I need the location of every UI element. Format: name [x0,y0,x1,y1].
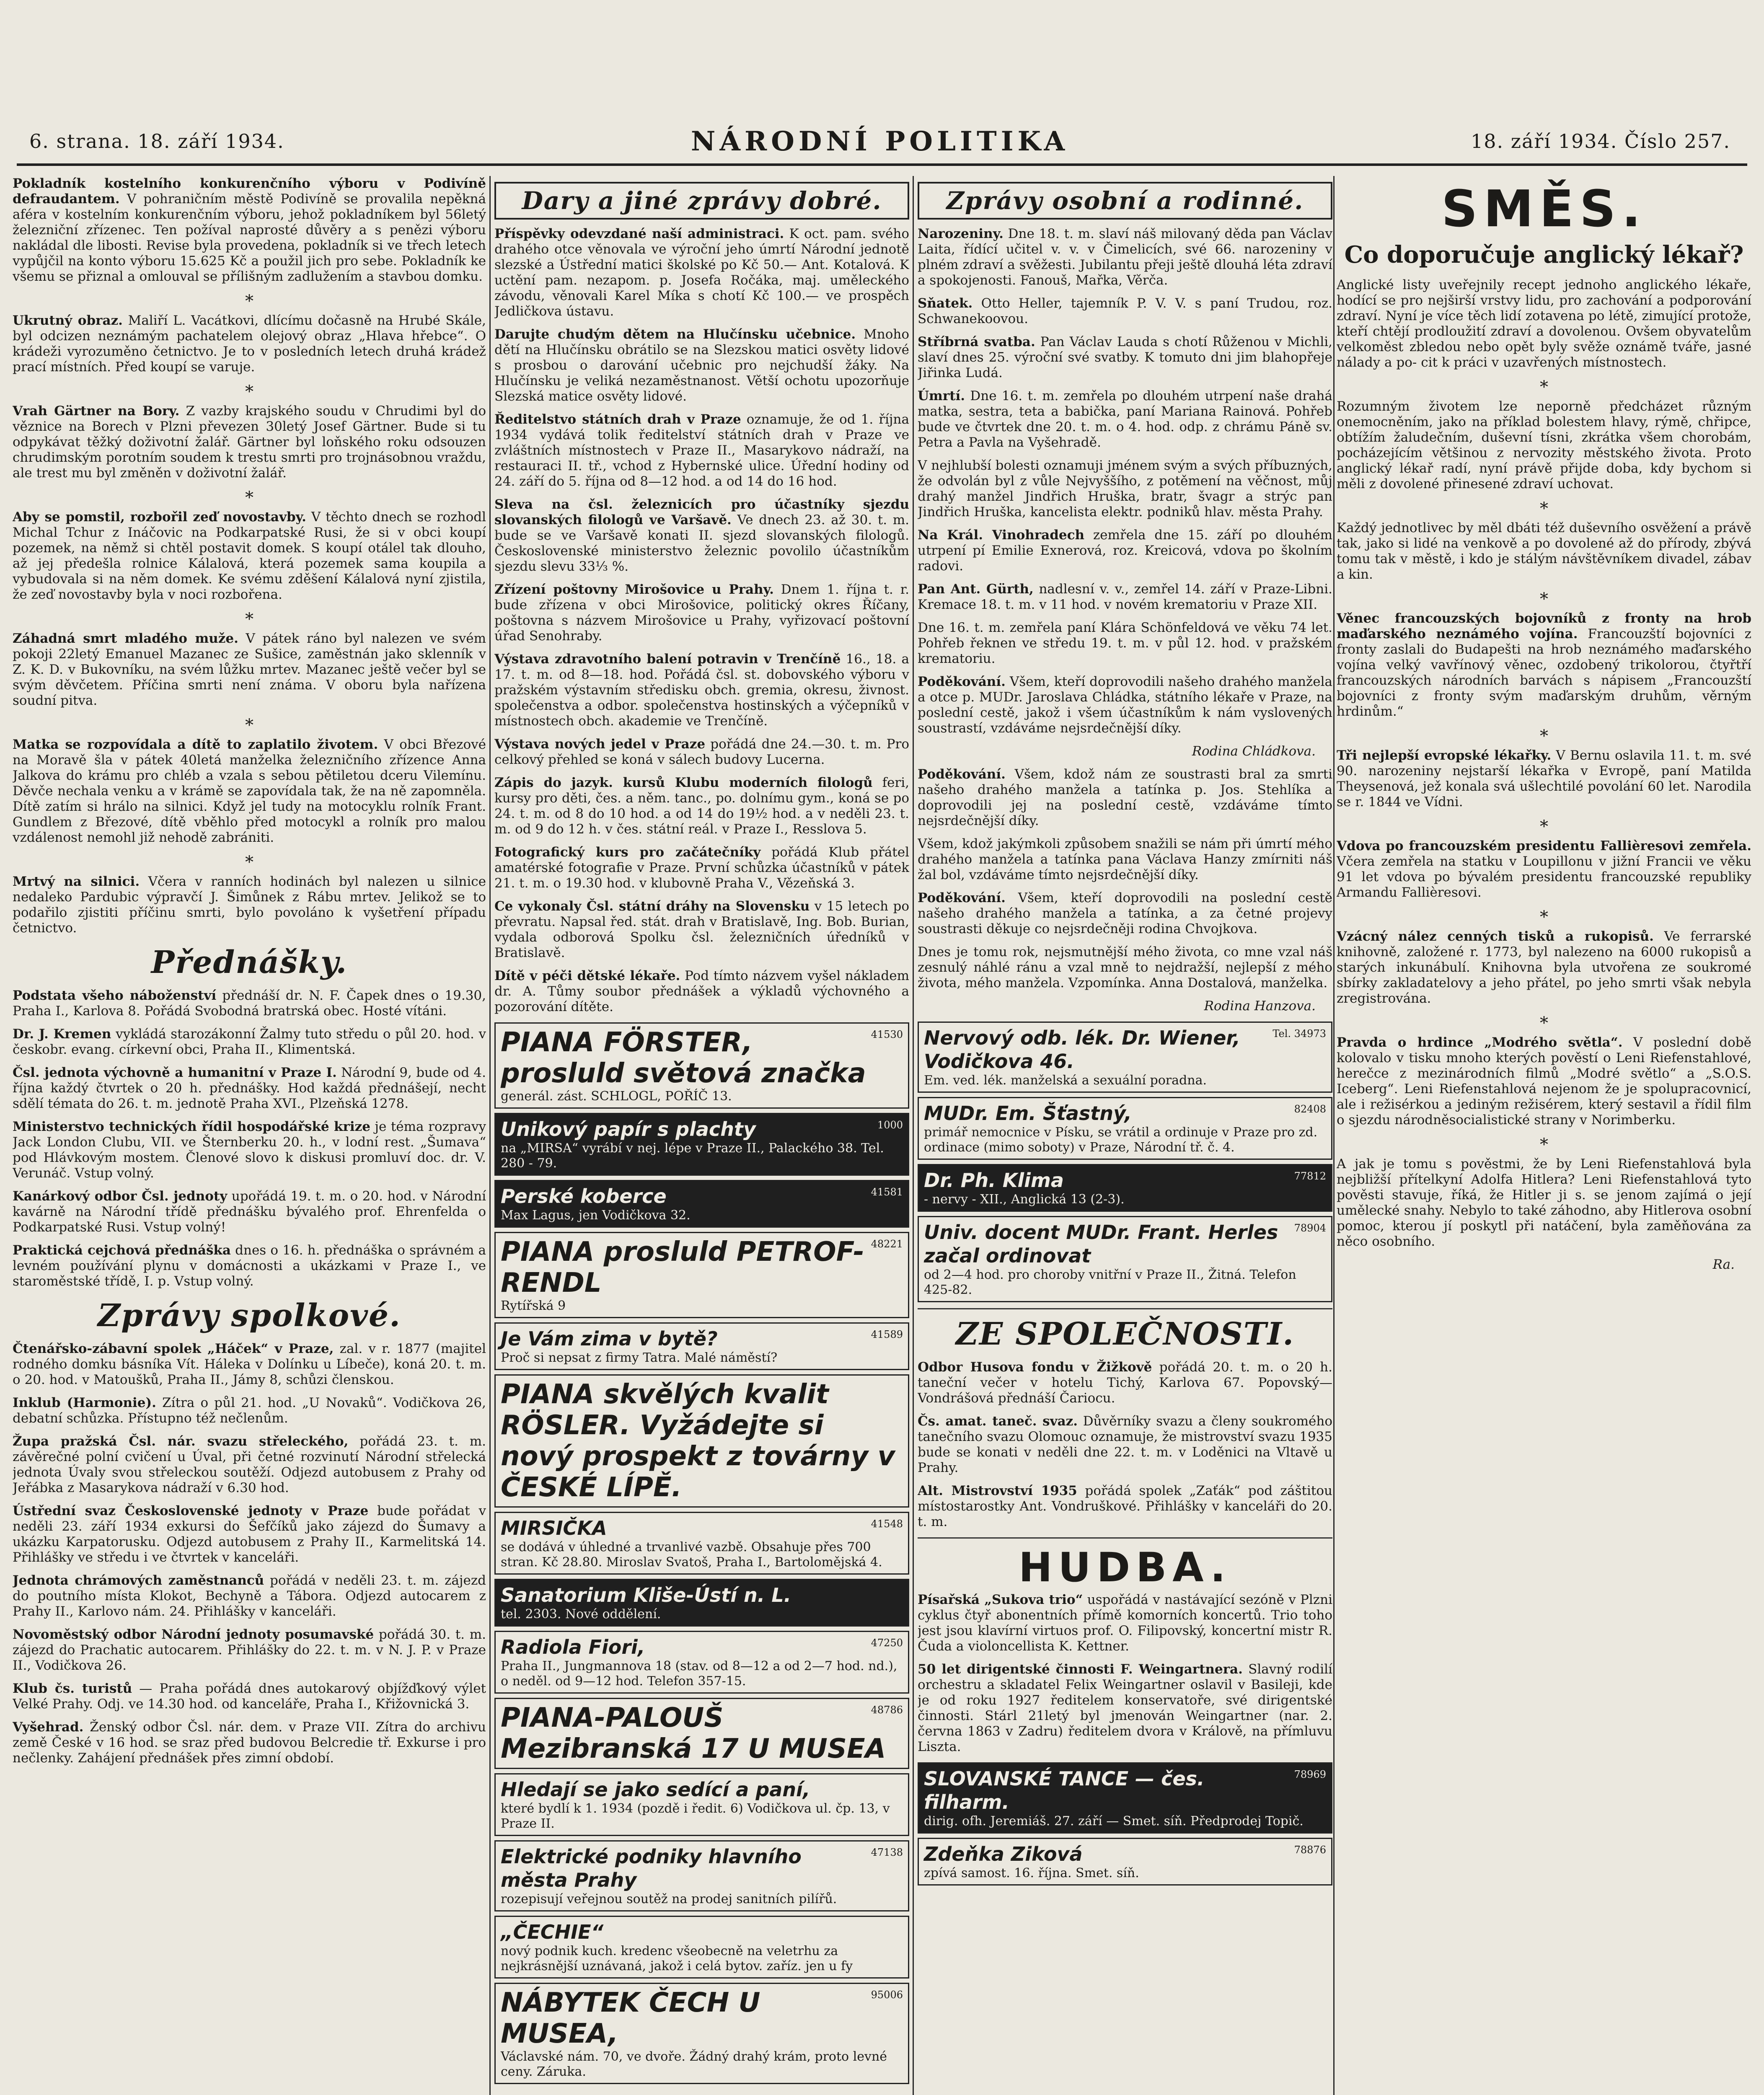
article-lead: Tři nejlepší evropské lékařky. [1337,748,1552,763]
advertisement [494,1113,909,1176]
advertisement [494,1916,909,1979]
article [918,944,1332,991]
article [918,1483,1332,1530]
article-body: Všem, kteří doprovodili našeho drahého manžela a otce p. MUDr. Jaroslava Chládka, státního lékaře v Praze, na poslední cestě, jakož i všem účastníkům k nám vyslovených soustrastí, vzdáváme nejsrdečnější díky. [918,674,1332,736]
article-lead: Mrtvý na silnici. [13,874,140,889]
ad-code: 77812 [1294,1170,1326,1182]
article-lead: Vyšehrad. [13,1720,84,1735]
ad-text: tel. 2303. Nové oddělení. [501,1607,661,1622]
article-body: V poslední době kolovalo v tisku mnoho kterých pověstí o Leni Riefenstahlové, herečce z mezinárodních filmů „Modré světlo“ a „S.O.S. Iceberg“. Leni Riefenstahlová nejenom že je spolupracovnicí, ale i režisérkou a jediným režisérem, který sestavil a řídil film o sjezdu národněsocialistické strany v Norimberku. [1337,1035,1751,1128]
article [13,1573,486,1619]
article [918,620,1332,667]
article-body: feri, kursy pro děti, čes. a něm. tanc., po. dolnímu gym., koná se po 24. t. m. od 8 do 10 hod. a od 14 do 19½ hod. a v neděli 23. t. m. od 9 do 12 h. v čes. státní reál. v Praze I., Resslova 5. [494,775,909,837]
article-body: nadlesní v. v., zemřel 14. září v Praze-Libni. Kremace 18. t. m. v 11 hod. v novém krematoriu v Praze XII. [918,582,1332,612]
ad-name: PIANA skvělých kvalit RÖSLER. Vyžádejte si nový prospekt z továrny v ČESKÉ LÍPĚ. [501,1379,895,1503]
article-body: zal. v r. 1877 (majitel rodného domku básníka Vít. Háleka v Dolínku u Líbeče), koná 20. t. m. o 20. hod. v Matoušků, Praha II., Jámy 8, schůzi členskou. [13,1341,486,1387]
section-heading-prednasky: Přednášky. [151,944,348,980]
ad-name: SLOVANSKÉ TANCE — čes. filharm. [924,1767,1205,1813]
separator-star: * [245,853,253,872]
article [918,1414,1332,1476]
article-body: pořádá 30. t. m. zájezd do Prachatic autocarem. Přihlášky do 22. t. m. v N. J. P. v Praze II., Vodičkova 26. [13,1627,486,1673]
article-body: V Bernu oslavila 11. t. m. své 90. narozeniny nejstarší lékařka v Evropě, paní Matilda Theysenová, jež konala svá ušlechtilé povolání 60 let. Narodila se r. 1844 ve Vídni. [1337,748,1751,810]
article-body: pořádá dne 24.—30. t. m. Pro celkový přehled se koná v sálech budovy Lucerna. [494,737,909,767]
separator-star: * [1540,817,1548,836]
article-lead: Čs. amat. taneč. svaz. [918,1414,1078,1429]
article-body: — Praha pořádá dnes autokarový objížďkový výlet Velké Prahy. Odj. ve 14.30 hod. od kanceláře, Praha I., Křižovnická 3. [13,1681,486,1712]
article-body: V obci Březové na Moravě šla v pátek 40letá manželka železničního zřízence Anna Jalkova do krámu pro chléb a vzala s sebou pětiletou dceru Vilemínu. Děvče nechala venku a v krámě se zapovídala tak, že na ně zapomněla. Dítě zatím si hrálo na silnici. Když jel tudy na motocyklu rolník Frant. Gundlem z Březové, dítě vběhlo před motocykl a rolník pro malou vzdálenost nemohl již nehodě zabrániti. [13,737,486,845]
article-body: Ve ferrarské knihovně, založené r. 1773, byl nalezeno na 6000 rukopisů a starých inkunábulí. Knihovna byla utvořena ze soukromé sbírky zakladatelovy a jeho přátel, po jeho smrti však nebyla zregistrována. [1337,929,1751,1006]
article [13,988,486,1019]
ad-text: Václavské nám. 70, ve dvoře. Žádný drahý krám, proto levné ceny. Záruka. [501,2049,887,2079]
article-body: přednáší dr. N. F. Čapek dnes o 19.30, Praha I., Karlova 8. Pořádá Svobodná bratrská obec. Hosté vítáni. [13,988,486,1019]
article-lead: Výstava zdravotního balení potravin v Trenčíně [494,652,841,667]
separator-star: * [1540,1135,1548,1154]
article [918,334,1332,381]
ad-name: Zdeňka Ziková [924,1843,1083,1865]
signature: Ra. [1712,1257,1735,1272]
ad-name: Nervový odb. lék. Dr. Wiener, Vodičkova 46. [924,1027,1240,1073]
article-body: Dnem 1. října t. r. bude zřízena v obci Mirošovice, politický okres Říčany, poštovna s názvem Mirošovice u Prahy, vyřizovací poštovní úřad Senohraby. [494,582,909,644]
ad-text: - nervy - XII., Anglická 13 (2-3). [924,1192,1125,1207]
article-lead: Vrah Gärtner na Bory. [13,403,180,419]
advertisement [494,1983,909,2084]
article-lead: Příspěvky odevzdané naší administraci. [494,226,784,241]
article-lead: Zřízení poštovny Mirošovice u Prahy. [494,582,774,597]
article [13,313,486,375]
ad-code: 41589 [871,1329,903,1340]
article-body: V těchto dnech se rozhodl Michal Tchur z Ináčovic na Podkarpatské Rusi, že si v obci koupí pozemek, na němž si chtěl postavit domek. S koupí otálel tak dlouho, až jej předešla rolnice Kálalová, která pozemek sama koupila a vybudovala si na něm domek. Ke svému zděšení Kálalová nyní zjistila, že zeď novostavby byla v noci rozbořena. [13,510,486,602]
advertisement [494,1512,909,1575]
ad-code: 47138 [871,1847,903,1858]
article [918,296,1332,327]
ad-text: generál. zást. SCHLOGL, POŘÍČ 13. [501,1089,732,1104]
ad-text: Em. ved. lék. manželská a sexuální poradna. [924,1073,1207,1088]
separator-star: * [1540,378,1548,397]
article [918,226,1332,288]
article [494,497,909,574]
separator-star: * [1540,590,1548,609]
column-2 [494,176,909,2095]
ad-text: na „MIRSA“ vyrábí v nej. lépe v Praze II., Palackého 38. Tel. 280 - 79. [501,1141,884,1171]
article-body: bude pořádat v neděli 23. září 1934 exkursi do Šefčíků jako zájezd do Šumavy a ukázku Karpatorusku. Odjezd autobusem z Prahy II., Karmelitská 14. Přihlášky ve středu i ve čtvrtek v kanceláři. [13,1503,486,1565]
ad-name: Unikový papír s plachty [501,1118,756,1141]
article-lead: Fotografický kurs pro začátečníky [494,845,761,860]
ad-code: 82408 [1294,1103,1326,1115]
article [494,899,909,961]
article [13,1065,486,1112]
article-lead: Vdova po francouzském presidentu Fallièresovi zemřela. [1337,838,1751,854]
article [13,176,486,285]
separator-star: * [245,610,253,629]
ad-text: Praha II., Jungmannova 18 (stav. od 8—12 a od 2—7 hod. nd.), o neděl. od 9—12 hod. Telefon 357-15. [501,1659,898,1689]
column-rule [1333,176,1335,2095]
article-body: Rozumným životem lze neporně předcházet různým onemocněním, jako na příklad bolestem hlavy, rýmě, chřipce, obtížím žaludečním, duševní tísni, zkrátka všem chorobám, pocházejícím většinou z nervozity městského života. Proto anglický lékař radí, nyní právě přijde doba, kdy bychom si měli z dovolené přinesené zdraví uchovat. [1337,399,1751,491]
article-lead: Sleva na čsl. železnicích pro účastníky sjezdu slovanských filologů ve Varšavě. [494,497,909,528]
article-lead: Sňatek. [918,296,973,311]
ad-code: 78904 [1294,1222,1326,1234]
article-lead: Písařská „Sukova trio“ [918,1592,1083,1607]
article-body: upořádá 19. t. m. o 20. hod. v Národní kavárně na Národní třídě přednášku bývalého prof. Ehrenfelda o Podkarpatské Rusi. Vstup volný! [13,1189,486,1235]
article-lead: Narozeniny. [918,226,1004,241]
article-body: Slavný rodilí orchestru a skladatel Felix Weingartner oslavil v Basileji, kde je od roku 1927 ředitelem konservatoře, své dirigentské činnosti. Stárl 21letý byl jmenován Weingartner (nar. 2. června 1863 v Zadru) ředitelem dvora v Králově, na přímluvu Liszta. [918,1662,1332,1754]
ad-code: 78876 [1294,1844,1326,1856]
article-lead: Dítě v péči dětské lékaře. [494,968,680,983]
article-body: Všem, kdož jakýmkoli způsobem snažili se nám při úmrtí mého drahého manžela a tatínka pana Václava Hanzy zmírniti náš žal bol, vzdáváme tímto nejsrdečnější díky. [918,836,1332,882]
article [13,403,486,481]
section-heading-dary: Dary a jiné zprávy dobré. [494,182,909,220]
article [918,528,1332,574]
ad-name: Sanatorium Kliše-Ústí n. L. [501,1584,791,1606]
masthead [17,126,1747,166]
column-3 [918,176,1332,2095]
article [13,1341,486,1388]
advertisement [494,1631,909,1694]
article-lead: Dr. J. Kremen [13,1027,111,1042]
article-body: je téma rozpravy Jack London Clubu, VII. ve Šternberku 20. h., v lodní rest. „Šumava“ pod Hlávkovým mostem. Členové slovo k diskusi promluví doc. dr. V. Verunáč. Vstup volný. [13,1119,486,1181]
ad-name: Je Vám zima v bytě? [501,1327,718,1350]
section-heading-osobni: Zprávy osobní a rodinné. [918,182,1332,220]
ad-name: Perské koberce [501,1185,667,1208]
article [13,1503,486,1565]
advertisement [494,1840,909,1911]
article-body: Ve dnech 23. až 30. t. m. bude se ve Varšavě konati II. sjezd slovanských filologů. Československé ministerstvo železnic povolilo účastníkům sjezdu slevu 33⅓ %. [494,512,909,574]
separator-star: * [245,292,253,311]
article [1337,399,1751,492]
article-body: Národní 9, bude od 4. října každý čtvrtek o 20 h. přednášky. Hod každá přednášejí, necht sdělí témata do 26. t. m. jednotě Praha XVI., Plzeňská 1278. [13,1065,486,1111]
ad-code: 1000 [877,1119,903,1131]
advertisement [494,1579,909,1627]
article-lead: Župa pražská Čsl. nár. svazu střeleckého, [13,1434,349,1449]
article-body: V nejhlubší bolesti oznamuji jménem svým a svých příbuzných, že odvolán byl z vůle Nejvyššího, z potěmení na věčnost, můj drahý manžel Jindřich Hruška, bratr, švagr a strýc pan Jindřich Hruška, kancelista elektr. podniků hlav. města Prahy. [918,458,1332,520]
article-body: Všem, kdož nám ze soustrasti bral za smrti našeho drahého manžela a tatínka p. Jos. Stehlíka a doprovodili jej na poslední cestě, vzdáváme tímto nejsrdečnější díky. [918,767,1332,828]
article-lead: Věnec francouzských bojovníků z fronty na hrob maďarského neznámého vojína. [1337,611,1751,641]
article-body: Mnoho dětí na Hlučínsku obrátilo se na Slezskou matici osvěty lidové s prosbou o darování učebnic pro nejchudší žáky. Na Hlučínsku je veliká nezaměstnanost. Větší ochotu upozorňuje Slezská matice osvěty lidové. [494,327,909,404]
ad-text: zpívá samost. 16. října. Smet. síň. [924,1866,1139,1880]
separator-star: * [1540,908,1548,927]
advertisement [918,1164,1332,1212]
article-body: 16., 18. a 17. t. m. od 8—18. hod. Pořádá čsl. st. dobovského výboru v pražském výstavním středisku obch. gremia, okresu, živnost. společenstva a odbor. společenstva hostinských a výčepníků v místnostech obch. akademie ve Trenčíně. [494,652,909,729]
article-body: pořádá v neděli 23. t. m. zájezd do poutního místa Klokot, Bechyně a Tábora. Odjezd autocarem z Prahy II., Karlovo nám. 24. Přihlášky v kanceláři. [13,1573,486,1619]
ad-name: „ČECHIE“ [501,1921,604,1943]
advertisement [494,1698,909,1769]
ad-text: primář nemocnice v Písku, se vrátil a ordinuje v Praze pro zd. ordinace (mimo soboty) v Praze, Národní tř. č. 4. [924,1125,1318,1155]
article-body: uspořádá v nastávající sezóně v Plzni cyklus čtyř abonentních přímě komorních koncertů. Trio toho jest jsou klavírní virtuos prof. O. Filipovský, koncertní mistr R. Čuda a violoncellista K. Kettner. [918,1592,1332,1654]
article-lead: Poděkování. [918,767,1006,782]
advertisement [918,1216,1332,1302]
ad-name: Elektrické podniky hlavního města Prahy [501,1845,802,1891]
newspaper-title: NÁRODNÍ POLITIKA [691,126,1069,157]
ad-name: NÁBYTEK ČECH U MUSEA, [501,1987,760,2049]
article [918,582,1332,613]
section-heading-spolecnost: ZE SPOLEČNOSTI. [955,1316,1295,1352]
article [494,582,909,644]
divider [918,1537,1332,1539]
article-body: dnes o 16. h. přednáška o správném a levném používání plynu v domácnosti a ukázkami v Praze I., ve staroměstské třídě, I. p. Vstup volný. [13,1243,486,1289]
article-lead: Alt. Mistrovství 1935 [918,1483,1077,1498]
separator-star: * [1540,499,1548,518]
separator-star: * [1540,1014,1548,1033]
ad-name: PIANA FÖRSTER, prosluld světová značka [501,1027,866,1089]
ad-code: 41530 [871,1029,903,1040]
ad-code: 41581 [871,1186,903,1198]
article-body: Dnes je tomu rok, nejsmutnější mého života, co mne vzal náš zesnulý náhlé ránu a vzal mně to nejdražší, nejlepší z mého života, mého manžela. Vzpomínka. Anna Dostalová, manželka. [918,944,1332,991]
article [918,890,1332,937]
article-body: pořádá 23. t. m. závěrečné polní cvičení u Úval, při četné rozvinutí Národní střelecká jednota Úvaly svou střeleckou soutěží. Odjezd autobusem z Prahy od Jeřábka z Masarykova nádraží v 6.30 hod. [13,1434,486,1495]
article-lead: Inklub (Harmonie). [13,1395,156,1410]
article [13,874,486,936]
article-body: Maliří L. Vacátkovi, dlícímu dočasně na Hrubé Skále, byl odcizen neznámým pachatelem olejový obraz „Hlava hřebce“. O krádeži vyrozuměno četnictvo. Je to v posledních letech druhá krádež prací místních. Před koupí se varuje. [13,313,486,375]
advertisement [494,1180,909,1228]
article-lead: Ce vykonaly Čsl. státní dráhy na Slovensku [494,899,810,914]
article-lead: Vzácný nález cenných tisků a rukopisů. [1337,929,1654,944]
article-lead: Aby se pomstil, rozbořil zeď novostavby. [13,510,306,525]
article [494,226,909,319]
ad-code: 41548 [871,1518,903,1530]
article-lead: Úmrtí. [918,388,965,403]
article [918,1360,1332,1406]
article-lead: Praktická cejchová přednáška [13,1243,231,1258]
article-body: Francouzští bojovníci z fronty zaslali do Budapešti na hrob neznámého maďarského vojína velký vavřínový věnec, ozdobený trikolorou, čtyřtří francouzských národních barvách s nápisem „Francouzští bojovníci z fronty svým maďarským druhům, věrným hrdinům.“ [1337,626,1751,719]
article-lead: Matka se rozpovídala a dítě to zaplatilo životem. [13,737,378,752]
article-body: Každý jednotlivec by měl dbáti též duševního osvěžení a právě tak, jako si lidé na venkově a po dovolené až do přírody, zbývá tomu tak v městě, i kdo je stálým návštěvníkem divadel, zábav a kin. [1337,520,1751,582]
ad-code: Tel. 34973 [1273,1028,1326,1040]
article-lead: Jednota chrámových zaměstnanců [13,1573,264,1588]
article-body: pořádá spolek „Zaťák“ pod záštitou místostarostky Ant. Vondruškové. Přihlášky v kanceláři do 20. t. m. [918,1483,1332,1529]
section-heading-hudba: HUDBA. [1019,1544,1231,1591]
advertisement [918,1762,1332,1834]
article-body: Anglické listy uveřejnily recept jednoho anglického lékaře, hodící se pro nejširší vrstvy lidu, pro zachování a podporování zdraví. Nyní je více těch lidí zotavena po létě, zimující protože, kteří chtějí prodloužití zdraví a dovolenou. Ovšem obyvatelům velkoměst zbledou nebo opět byly svěže oznámě tváře, jasné nálady a po- cit k práci v uzavřených místnostech. [1337,277,1751,370]
separator-star: * [245,716,253,735]
article [1337,1156,1751,1249]
article-lead: Výstava nových jedel v Praze [494,737,706,752]
ad-name: Hledají se jako sedící a paní, [501,1778,810,1801]
article [494,412,909,489]
article-body: A jak je tomu s pověstmi, že by Leni Riefenstahlová byla nejbližší přítelkyní Adolfa Hitlera? Leni Riefenstahlová tyto pověsti stavuje, říká, že Hitler ji s. se jenom zajímá o její umělecké snahy. Nebylo to také záhodno, aby Hitlerova osobní pomoc, kterou jí poskytl při natáčení, byla zaměňována za něco osobního. [1337,1156,1751,1249]
ad-code: 48221 [871,1238,903,1250]
article-lead: Darujte chudým dětem na Hlučínsku učebnice. [494,327,856,342]
article [918,1662,1332,1755]
article [1337,520,1751,582]
article-lead: Kanárkový odbor Čsl. jednoty [13,1189,228,1204]
article-body: Ženský odbor Čsl. nár. dem. v Praze VII. Zítra do archivu země České v 16 hod. se sraz před budovou Belcredie tř. Exkurse i pro nečlenky. Zahájení přednášek přes zimní období. [13,1720,486,1766]
article-body: Pan Václav Lauda s chotí Růženou v Michli, slaví dnes 25. výroční své svatby. K tomuto dni jim blahopřeje Jiřinka Ludá. [918,334,1332,380]
article [1337,929,1751,1006]
article-lead: Pan Ant. Gürth, [918,582,1034,597]
advertisement [494,1374,909,1508]
article [918,767,1332,829]
article-lead: Poděkování. [918,890,1006,905]
article [1337,1035,1751,1128]
article-lead: Pravda o hrdince „Modrého světla“. [1337,1035,1623,1050]
article [494,845,909,891]
article-body: Z vazby krajského soudu v Chrudimi byl do věznice na Borech v Plzni převezen 30letý Josef Gärtner. Bude si tu odpykávat těžký doživotní žalář. Gärtner byl loňského roku odsouzen chrudimským porotním soudem k trestu smrti pro trojnásobnou vraždu, ale trest mu byl změněn v doživotní žalář. [13,403,486,481]
article-body: oznamuje, že od 1. října 1934 vydává tolik ředitelství státních drah v Praze ve zvláštních místnostech v Praze II., Masarykovo nádraží, na restauraci II. tř., vchod z Hybernské ulice. Úřední hodiny od 24. září do 5. října od 8—12 hod. a od 14 do 16 hod. [494,412,909,489]
article-body: Otto Heller, tajemník P. V. V. s paní Trudou, roz. Schwanekoovou. [918,296,1332,326]
article-body: Všem, kteří doprovodili na poslední cestě našeho drahého manžela a tatínka, a za četné projevy soustrasti děkuje co nejsrdečněji rodina Chvojkova. [918,890,1332,936]
article-lead: Stříbrná svatba. [918,334,1035,349]
article-body: Včera zemřela na statku v Loupillonu v jižní Francii ve věku 91 let vdova po bývalém presidentu francouzské republiky Armandu Fallièresovi. [1337,854,1751,900]
advertisement [494,1773,909,1836]
ad-text: Rytířská 9 [501,1298,566,1313]
ad-code: 48786 [871,1704,903,1716]
article [494,968,909,1015]
article-lead: Odbor Husova fondu v Žižkově [918,1360,1152,1375]
article-lead: Novoměstský odbor Národní jednoty posumavské [13,1627,374,1642]
ad-name: Radiola Fiori, [501,1636,645,1658]
article [1337,748,1751,810]
section-heading-zpravy-spolkove: Zprávy spolkové. [98,1298,401,1334]
article-lead: Čsl. jednota výchovně a humanitní v Praze I. [13,1065,337,1080]
article-body: pořádá 20. t. m. o 20 h. taneční večer v hotelu Tichý, Karlova 67. Popovský—Vondrášová přednáší Čariocu. [918,1360,1332,1406]
signature: Rodina Chládkova. [1192,744,1316,759]
column-rule [913,176,914,2095]
article-lead: Záhadná smrt mladého muže. [13,631,238,646]
column-rule [489,176,491,2095]
article [918,1592,1332,1654]
article-title: Co doporučuje anglický lékař? [1344,241,1744,269]
article-body: Pod tímto názvem vyšel nákladem dr. A. Tůmy soubor přednášek a výkladů výchovného a pozorování dítěte. [494,968,909,1014]
article [918,674,1332,736]
article-body: Zítra o půl 21. hod. „U Novaků“. Vodičkova 26, debatní schůzka. Přístupno též nečlenům. [13,1395,486,1426]
ad-text: rozepisují veřejnou soutěž na prodej sanitních pilířů. [501,1892,837,1906]
article-body: Důvěrníky svazu a členy soukromého tanečního svazu Olomouc oznamuje, že mistrovství svazu 1935 bude se konati v neděli dne 22. t. m. v Loděnici na Vltavě u Prahy. [918,1414,1332,1475]
article-body: vykládá starozákonní Žalmy tuto středu o půl 20. hod. v českobr. evang. církevní obci, Praha II., Klimentská. [13,1027,486,1057]
article-body: V pátek ráno byl nalezen ve svém pokoji 22letý Emanuel Mazanec ze Sušice, zaměstnán jako sklenník v Z. K. D. v Bukovníku, na svém lůžku mrtev. Mazanec ještě večer byl se svým děvčetem. Příčina smrti není známa. V oboru byla nařízena soudní pitva. [13,631,486,708]
article-body: V pohraničním městě Podivíně se provalila nepěkná aféra v kostelním konkurenčním výboru, jehož pokladníkem byl 56letý železniční zřízenec. Ten požíval naprosté důvěry a s penězi výboru nakládal dle libosti. Revise byla provedena, pokladník si ve třech letech vypůjčil na konto výboru 15.625 Kč a použil jich pro sebe. Pokladník ke všemu se přiznal a omlouval se přílišným zadlužením a stavbou domku. [13,191,486,284]
ad-code: 47250 [871,1637,903,1649]
article-lead: Ústřední svaz Československé jednoty v Praze [13,1503,369,1518]
ad-text: které bydlí k 1. 1934 (pozdě i ředit. 6) Vodičkova ul. čp. 13, v Praze II. [501,1801,890,1831]
ad-text: se dodává v úhledné a trvanlivé vazbě. Obsahuje přes 700 stran. Kč 28.80. Miroslav Svatoš, Praha I., Bartolomějská 4. [501,1540,882,1570]
article-lead: Klub čs. turistů [13,1681,132,1696]
article-lead: Na Král. Vinohradech [918,528,1085,543]
article [494,652,909,729]
article [13,1027,486,1058]
article [918,836,1332,883]
ad-code: 95006 [871,1989,903,2001]
ad-code: 78969 [1294,1769,1326,1780]
ad-name: MUDr. Em. Šťastný, [924,1102,1132,1125]
ad-text: Max Lagus, jen Vodičkova 32. [501,1208,691,1223]
advertisement [918,1022,1332,1093]
article [494,327,909,404]
article [918,388,1332,450]
section-heading-smes: SMĚS. [1441,180,1647,238]
article-lead: Zápis do jazyk. kursů Klubu moderních filologů [494,775,873,790]
article [13,1119,486,1181]
article [918,458,1332,520]
article-lead: 50 let dirigentské činnosti F. Weingartnera. [918,1662,1243,1677]
divider [918,1308,1332,1309]
article [13,1627,486,1673]
article [13,631,486,709]
advertisement [918,1097,1332,1160]
page-info-right: 18. září 1934. Číslo 257. [1470,130,1730,153]
article [13,1395,486,1426]
article [13,737,486,846]
ad-text: od 2—4 hod. pro choroby vnitřní v Praze II., Žitná. Telefon 425-82. [924,1267,1296,1297]
article-lead: Podstata všeho náboženství [13,988,217,1003]
signature: Rodina Hanzova. [1204,998,1316,1014]
article [13,1189,486,1235]
article-body: K oct. pam. svého drahého otce věnovala ve výroční jeho úmrtí Národní jednotě slezské a Ústřední matici školské po Kč 50.— Ant. Kotalová. K uctění pam. nezapom. p. Josefa Ročáka, maj. uměleckého závodu, věnovali Karel Míka s chotí Kč 100.— ve prospěch Jedličkova ústavu. [494,226,909,319]
article-body: Dne 16. t. m. zemřela po dlouhém utrpení naše drahá matka, sestra, teta a babička, paní Mariana Rainová. Pohřeb bude ve čtvrtek dne 20. t. m. o 4. hod. odp. z chrámu Páně sv. Petra a Pavla na Vyšehradě. [918,388,1332,450]
article [1337,611,1751,719]
ad-name: Univ. docent MUDr. Frant. Herles začal ordinovat [924,1221,1278,1267]
column-1 [13,176,486,2095]
page-info-left: 6. strana. 18. září 1934. [29,130,285,153]
ad-name: Dr. Ph. Klima [924,1169,1064,1192]
article-body: Včera v ranních hodinách byl nalezen u silnice nedaleko Pardubic výpravčí J. Šimůnek z Rábu mrtev. Jelikož se to podařilo zjistiti příčinu smrti, bylo povoláno k vyšetření případu četnictvo. [13,874,486,936]
article-body: pořádá Klub přátel amatérské fotografie v Praze. První schůzka účastníků v pátek 21. t. m. o 19.30 hod. v klubovně Praha V., Vězeňská 3. [494,845,909,891]
article-lead: Pokladník kostelního konkurenčního výboru v Podivíně defraudantem. [13,176,486,207]
ad-text: dirig. ofh. Jeremiáš. 27. září — Smet. síň. Předprodej Topič. [924,1814,1304,1829]
article [13,1434,486,1496]
ad-text: Proč si nepsat z firmy Tatra. Malé náměstí? [501,1350,778,1365]
article [494,737,909,768]
article [13,510,486,603]
article [13,1243,486,1289]
article-lead: Ukrutný obraz. [13,313,123,328]
separator-star: * [1540,727,1548,746]
ad-name: MIRSIČKA [501,1517,607,1539]
advertisement [494,1022,909,1109]
article-lead: Poděkování. [918,674,1006,689]
ad-text: nový podnik kuch. kredenc všeobecně na veletrhu za nejkrásnější uznávaná, jakož i celá bytov. zaříz. jen u fy [501,1944,853,1973]
article-lead: Ministerstvo technických řídil hospodářské krize [13,1119,370,1134]
article-lead: Čtenářsko-zábavní spolek „Háček“ v Praze, [13,1341,334,1356]
article [1337,838,1751,900]
article-body: Dne 18. t. m. slaví náš milovaný děda pan Václav Laita, řídící učitel v. v. v Čimelicích, své 66. narozeniny v plném zdraví a svěžesti. Jubilantu přeji ještě dlouhá léta zdraví a spokojenosti. Fanouš, Mařka, Věrča. [918,226,1332,288]
advertisement [918,1838,1332,1886]
article-body: Dne 16. t. m. zemřela paní Klára Schönfeldová ve věku 74 let. Pohřeb řeknen ve středu 19. t. m. v půl 12. hod. v pražském krematoriu. [918,620,1332,666]
ad-name: PIANA prosluld PETROF-RENDL [501,1236,864,1298]
article [1337,277,1751,370]
separator-star: * [245,488,253,507]
article-body: zemřela dne 15. září po dlouhém utrpení pí Emilie Exnerová, roz. Kreicová, vdova po školním radovi. [918,528,1332,574]
advertisement [494,1322,909,1370]
article [13,1720,486,1766]
article [13,1681,486,1712]
article-lead: Ředitelstvo státních drah v Praze [494,412,741,427]
advertisement [494,1232,909,1318]
separator-star: * [245,382,253,401]
article [494,775,909,837]
article-body: v 15 letech po převratu. Napsal řed. stát. drah v Bratislavě, Ing. Bob. Burian, vydala odborová Spolku čsl. železničních úředníků v Bratislavě. [494,899,909,960]
ad-name: PIANA-PALOUŠ Mezibranská 17 U MUSEA [501,1702,886,1764]
column-4 [1337,176,1751,2095]
